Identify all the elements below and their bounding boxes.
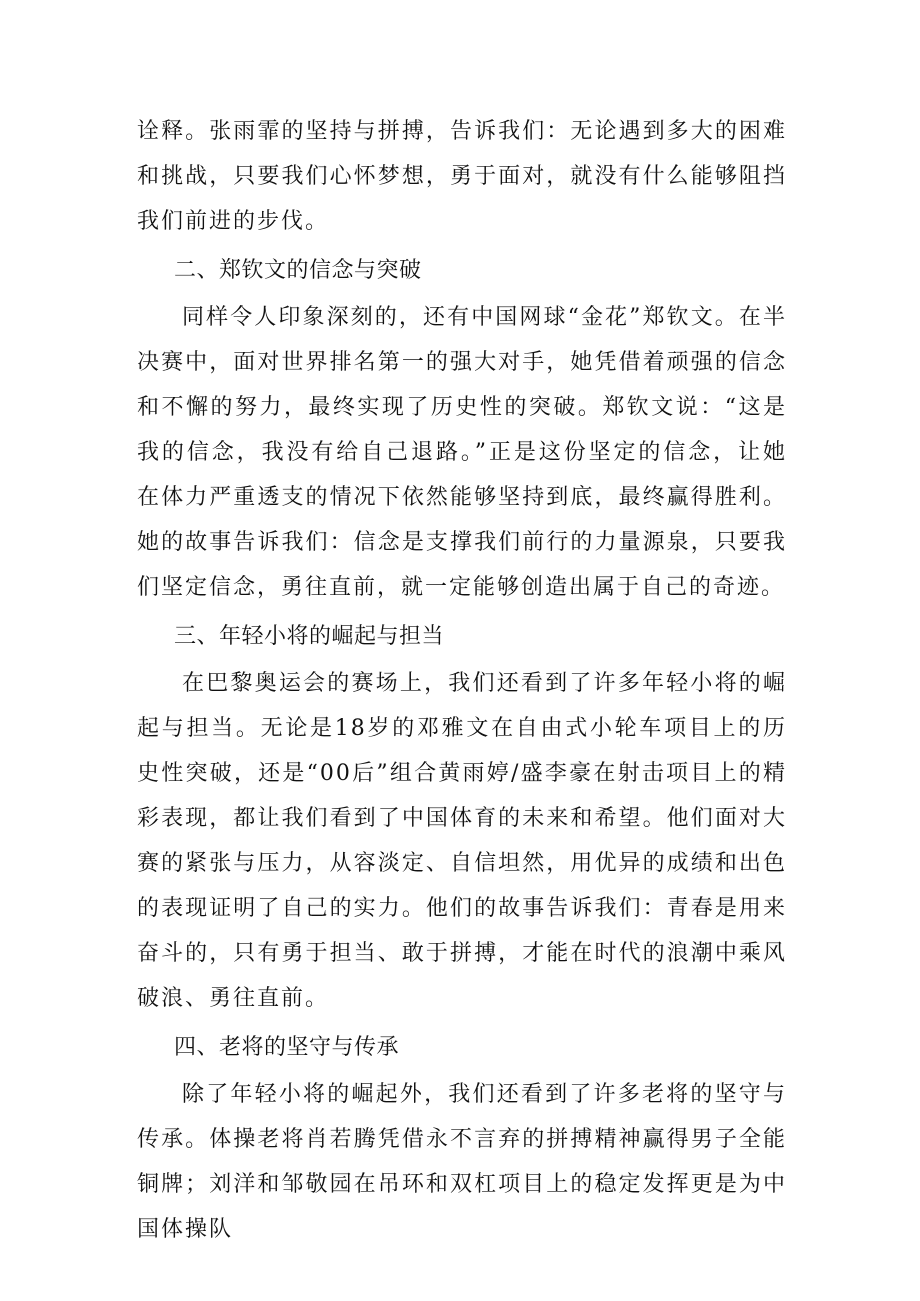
paragraph-section-3: 在巴黎奥运会的赛场上，我们还看到了许多年轻小将的崛起与担当。无论是18岁的邓雅文在自由式小轮车项目上的历史性突破，还是“00后”组合黄雨婷/盛李豪在射击项目上的精彩表现，都让我们看到了中国体育的未来和希望。他们面对大赛的紧张与压力，从容淡定、自信坦然，用优异的成绩和出色的表现证明了自己的实力。他们的故事告诉我们：青春是用来奋斗的，只有勇于担当、敢于拼搏，才能在时代的浪潮中乘风破浪、勇往直前。 bbox=[137, 671, 787, 1011]
document-page bbox=[137, 109, 787, 1252]
paragraph-section-2: 同样令人印象深刻的，还有中国网球“金花”郑钦文。在半决赛中，面对世界排名第一的强大对手，她凭借着顽强的信念和不懈的努力，最终实现了历史性的突破。郑钦文说：“这是我的信念，我没有给自己退路。”正是这份坚定的信念，让她在体力严重透支的情况下依然能够坚持到底，最终赢得胜利。她的故事告诉我们：信念是支撑我们前行的力量源泉，只要我们坚定信念，勇往直前，就一定能够创造出属于自己的奇迹。 bbox=[137, 305, 787, 600]
section-heading-4: 四、老将的坚守与传承 bbox=[174, 1035, 400, 1060]
section-heading-2: 二、郑钦文的信念与突破 bbox=[174, 258, 422, 283]
paragraph-intro: 诠释。张雨霏的坚持与拼搏，告诉我们：无论遇到多大的困难和挑战，只要我们心怀梦想，勇于面对，就没有什么能够阻挡我们前进的步伐。 bbox=[137, 119, 787, 234]
paragraph-section-4: 除了年轻小将的崛起外，我们还看到了许多老将的坚守与传承。体操老将肖若腾凭借永不言弃的拼搏精神赢得男子全能铜牌；刘洋和邹敬园在吊环和双杠项目上的稳定发挥更是为中国体操队 bbox=[137, 1082, 787, 1242]
section-heading-3: 三、年轻小将的崛起与担当 bbox=[174, 624, 445, 649]
